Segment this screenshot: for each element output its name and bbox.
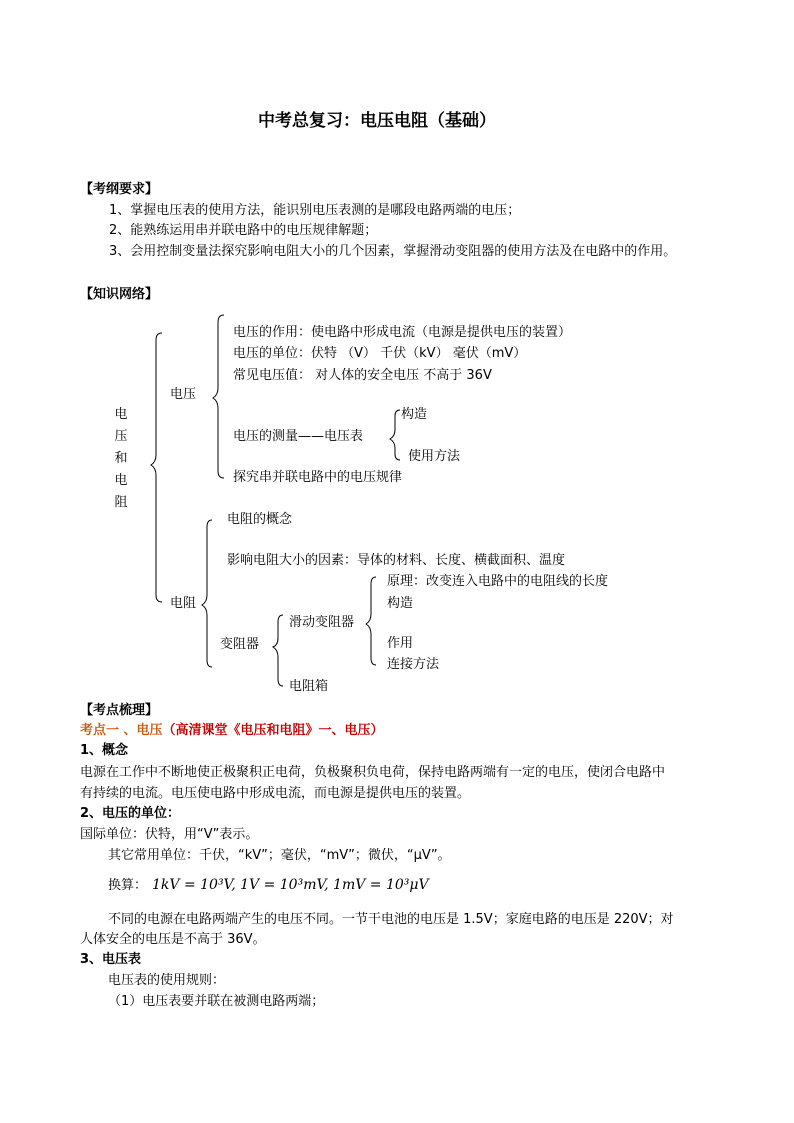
paragraph-line: 人体安全的电压是不高于 36V。 bbox=[80, 932, 266, 947]
section-title: 2、电压的单位： bbox=[80, 806, 181, 821]
voltage-item: 电压的测量——电压表 bbox=[233, 429, 364, 444]
slide-sub-item: 构造 bbox=[387, 596, 414, 611]
root-brace bbox=[151, 333, 162, 602]
voltage-node: 电压 bbox=[170, 387, 197, 402]
rheostat-brace bbox=[273, 615, 283, 686]
voltage-item: 电压的单位：伏特 （V） 千伏（kV） 毫伏（mV） bbox=[233, 346, 527, 361]
paragraph-line: （1）电压表要并联在被测电路两端； bbox=[108, 994, 325, 1009]
section-title: 3、电压表 bbox=[80, 952, 142, 967]
rheostat-node: 变阻器 bbox=[220, 637, 260, 652]
slide-brace bbox=[366, 577, 376, 665]
root-label: 电 压 和 电 阻 bbox=[114, 407, 128, 510]
network-heading: 【知识网络】 bbox=[80, 287, 159, 302]
review-heading: 【考点梳理】 bbox=[80, 703, 159, 718]
outline-item: 1、掌握电压表的使用方法，能识别电压表测的是哪段电路两端的电压； bbox=[109, 203, 521, 218]
slide-rheostat-node: 滑动变阻器 bbox=[289, 615, 355, 630]
slide-sub-item: 连接方法 bbox=[387, 657, 440, 672]
paragraph-line: 不同的电源在电路两端产生的电压不同。一节干电池的电压是 1.5V；家庭电路的电压是 220V；对 bbox=[108, 912, 674, 927]
voltage-brace bbox=[213, 315, 224, 478]
outline-item: 2、能熟练运用串并联电路中的电压规律解题； bbox=[109, 223, 378, 238]
slide-sub-item: 原理：改变连入电路中的电阻线的长度 bbox=[387, 574, 609, 589]
resistance-item: 影响电阻大小的因素：导体的材料、长度、横截面积、温度 bbox=[227, 553, 566, 568]
paragraph-line: 电源在工作中不断地使正极聚积正电荷，负极聚积负电荷，保持电路两端有一定的电压，使闭合电路中 bbox=[80, 765, 666, 780]
paragraph-line: 电压表的使用规则： bbox=[108, 973, 226, 988]
paragraph-line: 国际单位：伏特，用“V”表示。 bbox=[80, 827, 259, 842]
resistance-node: 电阻 bbox=[170, 596, 197, 611]
voltage-item: 常见电压值： 对人体的安全电压 不高于 36V bbox=[233, 368, 492, 383]
conversion-label: 换算： bbox=[108, 878, 148, 893]
page-title: 中考总复习：电压电阻（基础） bbox=[258, 111, 496, 131]
paragraph-line: 有持续的电流。电压使电路中形成电流，而电源是提供电压的装置。 bbox=[80, 786, 471, 801]
resistance-item: 电阻的概念 bbox=[227, 512, 293, 527]
outline-heading: 【考纲要求】 bbox=[80, 182, 159, 197]
voltage-item: 探究串并联电路中的电压规律 bbox=[233, 470, 403, 485]
slide-sub-item: 作用 bbox=[387, 636, 414, 651]
meter-sub-item: 使用方法 bbox=[408, 449, 461, 464]
resistance-brace bbox=[202, 520, 212, 667]
outline-item: 3、会用控制变量法探究影响电阻大小的几个因素，掌握滑动变阻器的使用方法及在电路中的作用。 bbox=[109, 244, 677, 259]
voltage-item: 电压的作用：使电路中形成电流（电源是提供电压的装置） bbox=[233, 325, 572, 340]
conversion-formula: 1kV = 10³V, 1V = 10³mV, 1mV = 10³μV bbox=[152, 877, 429, 893]
meter-brace bbox=[390, 410, 400, 460]
meter-sub-item: 构造 bbox=[401, 407, 428, 422]
resistance-box-node: 电阻箱 bbox=[289, 679, 329, 694]
point1-heading: 考点一 、电压（高清课堂《电压和电阻》一、电压） bbox=[80, 723, 384, 738]
paragraph-line: 其它常用单位：千伏，“kV”；毫伏，“mV”；微伏，“μV”。 bbox=[108, 848, 451, 863]
section-title: 1、概念 bbox=[80, 743, 129, 758]
